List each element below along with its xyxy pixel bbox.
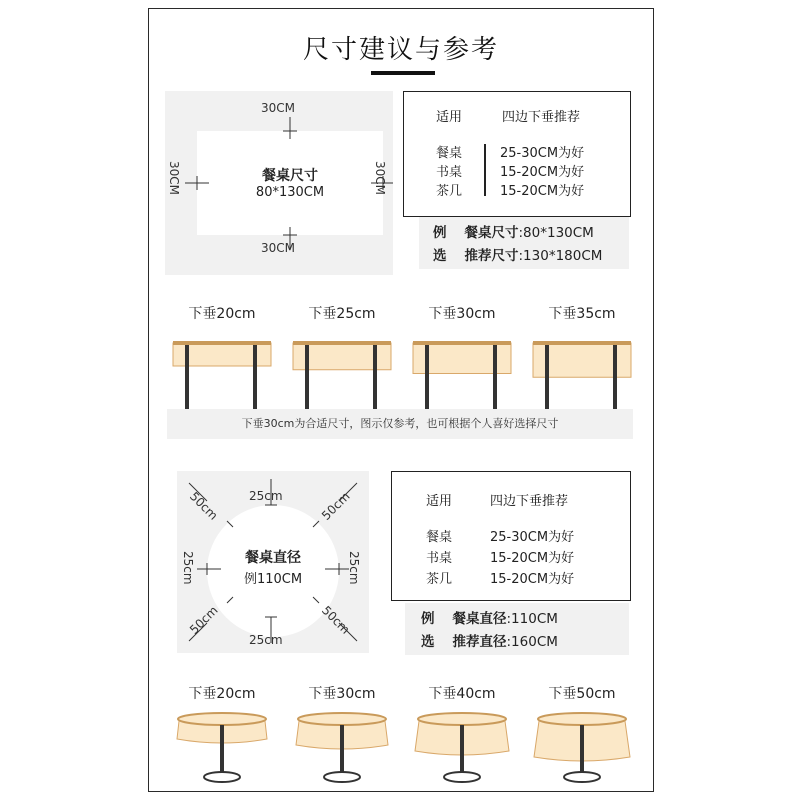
table-base bbox=[564, 772, 600, 782]
table-leg bbox=[373, 345, 377, 413]
round-dim-top: 25cm bbox=[249, 489, 283, 503]
table-leg bbox=[305, 345, 309, 413]
note-bar bbox=[167, 409, 633, 439]
table-top bbox=[178, 713, 266, 725]
round-drop-label: 下垂50cm bbox=[548, 686, 616, 702]
table-top bbox=[533, 341, 631, 345]
table-leg bbox=[493, 345, 497, 413]
rect-dim-left: 30CM bbox=[167, 161, 181, 196]
rect-example-row-1 bbox=[433, 221, 594, 241]
round-dim-diag: 50cm bbox=[186, 489, 221, 523]
table-leg bbox=[425, 345, 429, 413]
round-table-size: 例110CM bbox=[243, 572, 303, 587]
table-base bbox=[444, 772, 480, 782]
rect-example-lead: 例 bbox=[433, 225, 447, 241]
round-row-value: 15-20CM为好 bbox=[490, 572, 575, 587]
rect-drop-label: 下垂20cm bbox=[188, 306, 256, 322]
round-table-illustration bbox=[287, 707, 397, 785]
page-title: 尺寸建议与参考 bbox=[302, 35, 499, 65]
round-example-lead: 例 bbox=[421, 611, 435, 627]
rect-drop-label: 下垂25cm bbox=[308, 306, 376, 322]
page-frame bbox=[148, 8, 654, 792]
round-drop-label: 下垂30cm bbox=[308, 686, 376, 702]
table-top bbox=[413, 341, 511, 345]
rect-rows-divider bbox=[484, 144, 486, 196]
round-table-illustration bbox=[167, 707, 277, 785]
rect-recommend-box bbox=[403, 91, 631, 217]
table-leg bbox=[185, 345, 189, 413]
rect-table-illustration bbox=[167, 327, 277, 417]
table-base bbox=[324, 772, 360, 782]
rect-row-value: 25-30CM为好 bbox=[500, 146, 585, 161]
round-row-item: 书桌 bbox=[426, 551, 453, 566]
round-row-item: 茶几 bbox=[426, 572, 453, 587]
table-leg bbox=[580, 725, 584, 777]
round-example-value: :160CM bbox=[506, 634, 558, 650]
round-dim-diag: 50cm bbox=[186, 603, 221, 637]
round-example-row-2 bbox=[421, 630, 558, 650]
table-leg bbox=[340, 725, 344, 777]
rect-example-value: :80*130CM bbox=[518, 225, 594, 241]
round-drop-item bbox=[287, 683, 397, 787]
round-example-label: 餐桌直径 bbox=[452, 611, 507, 627]
table-base bbox=[204, 772, 240, 782]
rect-drop-label: 下垂30cm bbox=[428, 306, 496, 322]
rect-col-header-drop: 四边下垂推荐 bbox=[502, 110, 581, 125]
rect-table-illustration bbox=[407, 327, 517, 417]
rect-drop-item bbox=[407, 299, 517, 419]
round-table-illustration bbox=[407, 707, 517, 785]
rect-drop-label: 下垂35cm bbox=[548, 306, 616, 322]
table-leg bbox=[613, 345, 617, 413]
rect-example-row-2 bbox=[433, 244, 602, 264]
round-example-label: 推荐直径 bbox=[452, 634, 507, 650]
rect-dim-right: 30CM bbox=[373, 161, 387, 196]
round-dim-bottom: 25cm bbox=[249, 633, 283, 647]
table-top bbox=[173, 341, 271, 345]
round-dim-left: 25cm bbox=[181, 551, 195, 585]
rect-drop-item bbox=[167, 299, 277, 419]
round-drop-item bbox=[407, 683, 517, 787]
rect-table-illustration bbox=[527, 327, 637, 417]
rect-example-value: :130*180CM bbox=[518, 248, 603, 264]
round-drop-label: 下垂40cm bbox=[428, 686, 496, 702]
round-table-name: 餐桌直径 bbox=[245, 550, 301, 566]
table-top bbox=[293, 341, 391, 345]
rect-table-name: 餐桌尺寸 bbox=[262, 168, 318, 184]
table-top bbox=[298, 713, 386, 725]
rect-col-header-usage: 适用 bbox=[436, 110, 463, 125]
rect-dim-bottom: 30CM bbox=[261, 241, 296, 255]
rect-table-illustration bbox=[287, 327, 397, 417]
note-text: 下垂30cm为合适尺寸，图示仅参考，也可根据个人喜好选择尺寸 bbox=[241, 417, 559, 430]
round-example-value: :110CM bbox=[506, 611, 558, 627]
rect-example-label: 推荐尺寸 bbox=[464, 248, 519, 264]
round-example-row-1 bbox=[421, 607, 558, 627]
round-col-header-drop: 四边下垂推荐 bbox=[490, 494, 569, 509]
round-diagram-panel bbox=[177, 471, 369, 653]
round-col-header-usage: 适用 bbox=[426, 494, 453, 509]
round-drop-label: 下垂20cm bbox=[188, 686, 256, 702]
round-row-value: 25-30CM为好 bbox=[490, 530, 575, 545]
title-underline bbox=[371, 71, 435, 75]
round-row-value: 15-20CM为好 bbox=[490, 551, 575, 566]
rect-drop-row bbox=[167, 299, 637, 419]
rect-row-item: 餐桌 bbox=[436, 146, 463, 161]
round-table-illustration bbox=[527, 707, 637, 785]
round-drop-item bbox=[527, 683, 637, 787]
table-leg bbox=[545, 345, 549, 413]
table-leg bbox=[253, 345, 257, 413]
rect-drop-item bbox=[287, 299, 397, 419]
rect-example-lead: 选 bbox=[433, 248, 447, 264]
round-drop-row bbox=[167, 683, 637, 787]
round-example-lead: 选 bbox=[421, 634, 435, 650]
table-leg bbox=[220, 725, 224, 777]
rect-drop-item bbox=[527, 299, 637, 419]
rect-table-size: 80*130CM bbox=[255, 185, 325, 200]
rect-row-value: 15-20CM为好 bbox=[500, 184, 585, 199]
table-top bbox=[418, 713, 506, 725]
rect-row-item: 茶几 bbox=[436, 184, 463, 199]
round-dim-diag: 50cm bbox=[318, 603, 353, 637]
table-top bbox=[538, 713, 626, 725]
round-dim-right: 25cm bbox=[347, 551, 361, 585]
round-drop-item bbox=[167, 683, 277, 787]
table-leg bbox=[460, 725, 464, 777]
round-row-item: 餐桌 bbox=[426, 530, 453, 545]
round-recommend-box bbox=[391, 471, 631, 601]
rect-dim-top: 30CM bbox=[261, 101, 296, 115]
rect-row-value: 15-20CM为好 bbox=[500, 165, 585, 180]
rect-row-item: 书桌 bbox=[436, 165, 463, 180]
rect-diagram-panel bbox=[165, 91, 393, 275]
rect-example-label: 餐桌尺寸 bbox=[464, 225, 519, 241]
round-dim-diag: 50cm bbox=[318, 489, 353, 523]
